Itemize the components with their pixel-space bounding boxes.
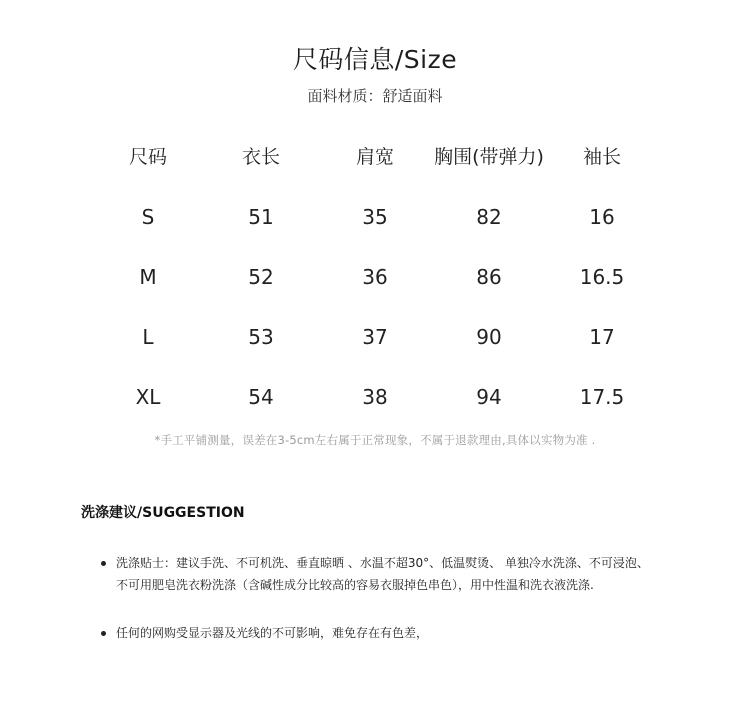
table-cell: 16.5 [579,265,625,289]
table-cell: 94 [476,385,502,409]
table-cell: 53 [248,325,274,349]
table-row [90,380,660,440]
table-cell: 17 [589,325,615,349]
table-header-row [90,140,660,200]
table-cell: L [142,325,154,349]
suggestion-title: 洗涤建议/SUGGESTION [81,505,245,521]
header-size: 尺码 [128,146,167,168]
page-title: 尺码信息/Size [292,45,458,74]
suggestion-item-line: 洗涤贴士：建议手洗、不可机洗、垂直晾晒 、水温不超30°、低温熨烫、 单独冷水洗涤、不可浸泡、 [116,556,649,570]
table-row [90,260,660,320]
measurement-note: *手工平铺测量，误差在3-5cm左右属于正常现象，不属于退款理由,具体以实物为准 . [154,433,596,447]
table-cell: S [141,205,155,229]
table-cell: XL [135,385,161,409]
table-cell: 82 [476,205,502,229]
bullet-icon [101,561,106,566]
table-cell: 16 [589,205,615,229]
suggestion-item-line: 任何的网购受显示器及光线的不可影响，难免存在有色差， [116,626,429,640]
table-cell: M [139,265,157,289]
header-chest: 胸围(带弹力) [434,146,544,168]
table-cell: 36 [362,265,388,289]
table-cell: 52 [248,265,274,289]
table-cell: 86 [476,265,502,289]
table-row [90,200,660,260]
table-cell: 51 [248,205,274,229]
suggestion-item-line: 不可用肥皂洗衣粉洗涤（含碱性成分比较高的容易衣服掉色串色），用中性温和洗衣液洗涤. [116,578,594,592]
bullet-icon [101,631,106,636]
header-length: 衣长 [241,146,280,168]
table-cell: 35 [362,205,388,229]
table-cell: 17.5 [579,385,625,409]
table-cell: 90 [476,325,502,349]
table-cell: 54 [248,385,274,409]
table-cell: 37 [362,325,388,349]
fabric-material: 面料材质：舒适面料 [307,87,443,105]
size-table [90,140,660,440]
header-sleeve: 袖长 [582,146,621,168]
header-shoulder: 肩宽 [355,146,394,168]
table-cell: 38 [362,385,388,409]
table-row [90,320,660,380]
